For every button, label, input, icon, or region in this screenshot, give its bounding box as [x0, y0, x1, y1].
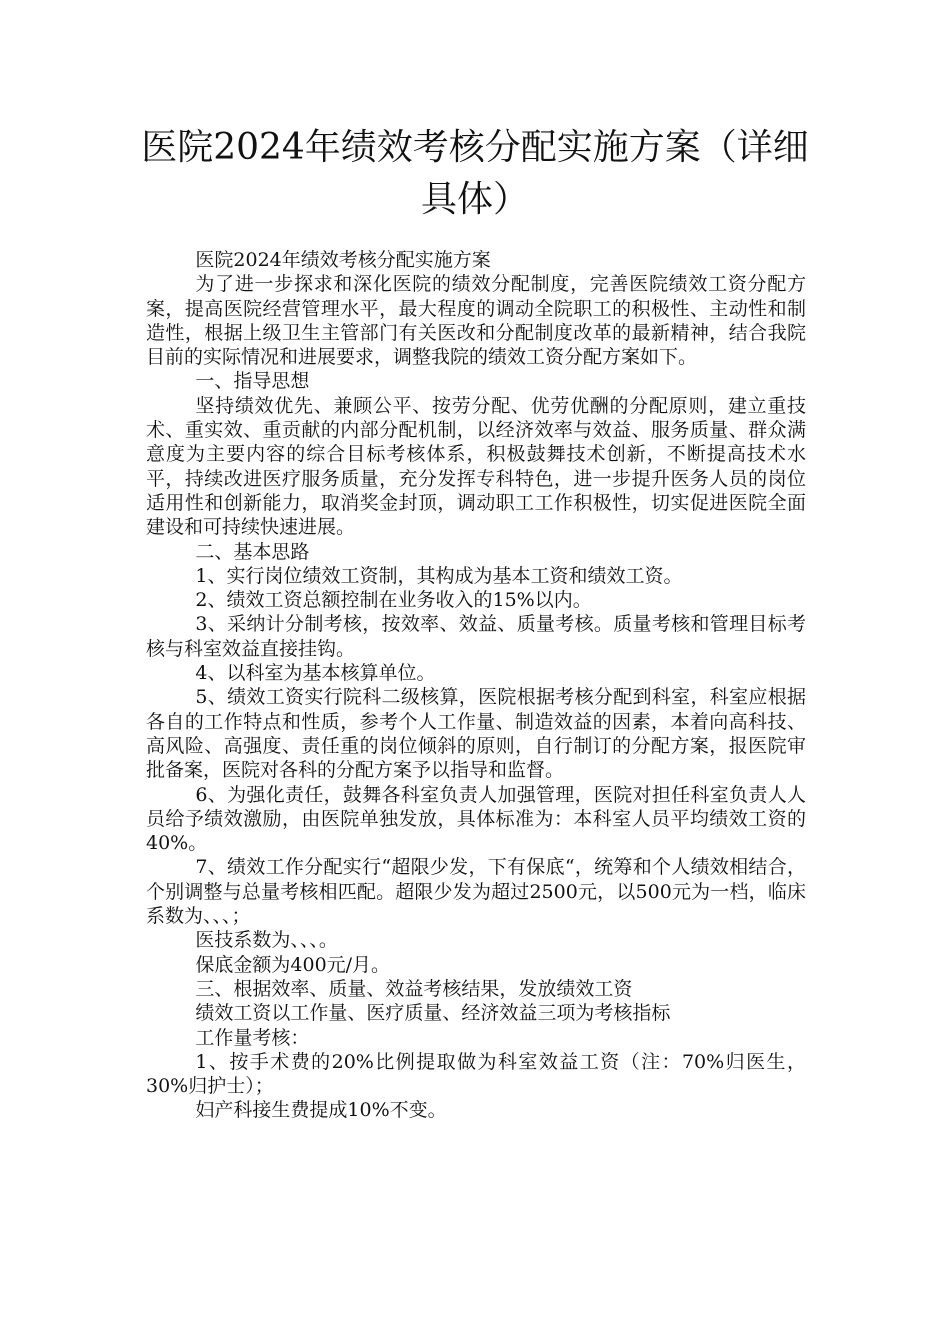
subtitle-paragraph: 医院2024年绩效考核分配实施方案 — [195, 249, 491, 271]
medtech-coefficient-line: 医技系数为、、、。 — [195, 929, 338, 952]
section-heading-basic-approach: 二、基本思路 — [195, 540, 310, 563]
assessment-indicators-line: 绩效工资以工作量、医疗质量、经济效益三项为考核指标 — [195, 1002, 671, 1025]
list-item-6: 6、为强化责任，鼓舞各科室负责人加强管理，医院对担任科室负责人人员给予绩效激励，由医院单独发放，具体标准为：本科室人员平均绩效工资的40%。 — [146, 783, 806, 855]
list-item-7: 7、绩效工作分配实行“超限少发，下有保底“，统筹和个人绩效相结合，个别调整与总量考核相匹配。超限少发为超过2500元，以500元为一档，临床系数为、、、； — [146, 856, 806, 928]
obstetrics-line: 妇产科接生费提成10%不变。 — [195, 1099, 447, 1122]
section-heading-guiding-ideology: 一、指导思想 — [195, 370, 310, 393]
minimum-amount-line: 保底金额为400元/月。 — [195, 953, 391, 976]
document-title: 医院2024年绩效考核分配实施方案（详细具体） — [141, 127, 809, 220]
list-item-4: 4、以科室为基本核算单位。 — [195, 662, 436, 685]
section-heading-assessment: 三、根据效率、质量、效益考核结果，发放绩效工资 — [195, 977, 633, 1000]
workload-heading: 工作量考核： — [195, 1026, 310, 1049]
document-body — [146, 248, 806, 1123]
workload-item-1: 1、按手术费的20%比例提取做为科室效益工资（注：70%归医生，30%归护士）； — [146, 1050, 806, 1098]
list-item-2: 2、绩效工资总额控制在业务收入的15%以内。 — [195, 589, 592, 612]
list-item-1: 1、实行岗位绩效工资制，其构成为基本工资和绩效工资。 — [195, 564, 683, 587]
list-item-3: 3、采纳计分制考核，按效率、效益、质量考核。质量考核和管理目标考核与科室效益直接挂钩。 — [146, 613, 806, 660]
guiding-ideology-paragraph: 坚持绩效优先、兼顾公平、按劳分配、优劳优酬的分配原则，建立重技术、重实效、重贡献的内部分配机制，以经济效率与效益、服务质量、群众满意度为主要内容的综合目标考核体系，积极鼓舞技术创新，不断提高技术水平，持续改进医疗服务质量，充分发挥专科特色，进一步提升医务人员的岗位适用性和创新能力，取消奖金封顶，调动职工工作积极性，切实促进医院全面建设和可持续快速进展。 — [146, 394, 806, 539]
intro-paragraph: 为了进一步探求和深化医院的绩效分配制度，完善医院绩效工资分配方案，提高医院经营管理水平，最大程度的调动全院职工的积极性、主动性和制造性，根据上级卫生主管部门有关医改和分配制度改革的最新精神，结合我院目前的实际情况和进展要求，调整我院的绩效工资分配方案如下。 — [146, 273, 806, 369]
list-item-5: 5、绩效工资实行院科二级核算，医院根据考核分配到科室，科室应根据各自的工作特点和性质，参考个人工作量、制造效益的因素，本着向高科技、高风险、高强度、责任重的岗位倾斜的原则，自行制订的分配方案，报医院审批备案，医院对各科的分配方案予以指导和监督。 — [146, 686, 806, 782]
